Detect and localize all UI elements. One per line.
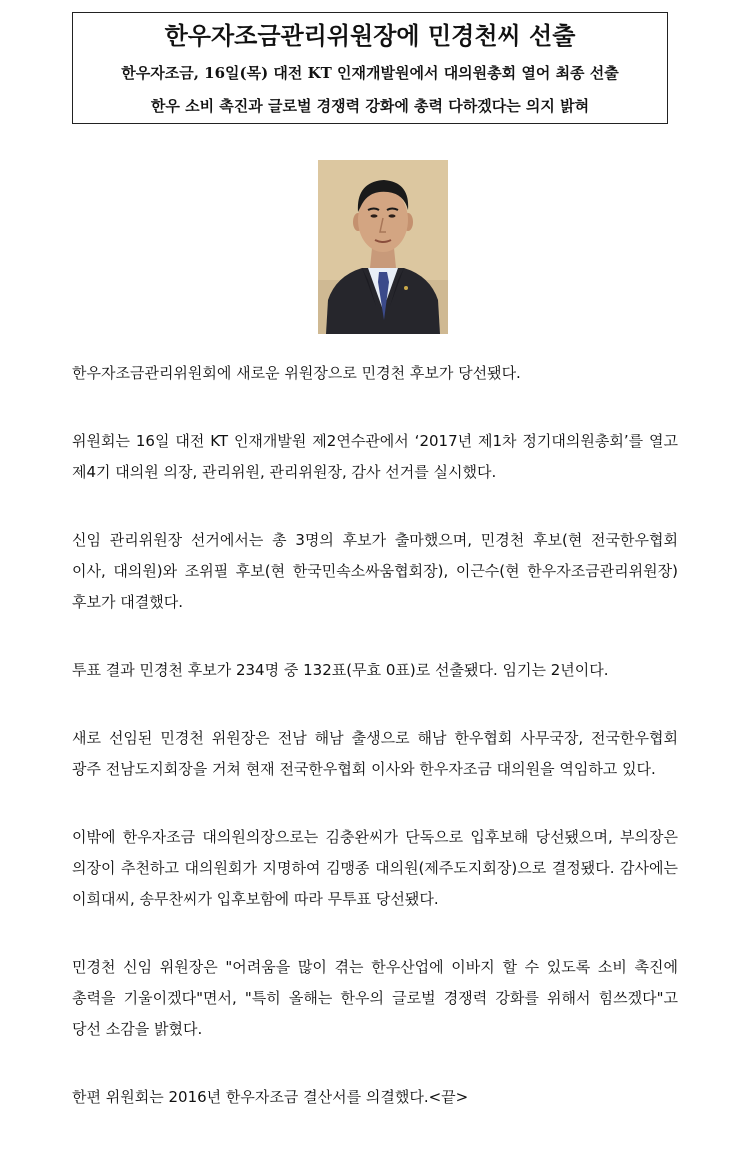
article-paragraph-3: 신임 관리위원장 선거에서는 총 3명의 후보가 출마했으며, 민경천 후보(현 전국한우협회 이사, 대의원)와 조위필 후보(현 한국민속소싸움협회장), 이근수(현 한우자조금관리위원장)후보가 대결했다.: [72, 531, 678, 611]
article-paragraph-8: 한편 위원회는 2016년 한우자조금 결산서를 의결했다.<끝>: [72, 1088, 469, 1106]
article-paragraph-5: 새로 선임된 민경천 위원장은 전남 해남 출생으로 해남 한우협회 사무국장, 전국한우협회 광주 전남도지회장을 거쳐 현재 전국한우협회 이사와 한우자조금 대의원을 역임하고 있다.: [72, 729, 678, 778]
article-paragraph-7: 민경천 신임 위원장은 "어려움을 많이 겪는 한우산업에 이바지 할 수 있도록 소비 촉진에 총력을 기울이겠다"면서, "특히 올해는 한우의 글로벌 경쟁력 강화를 위해서 힘쓰겠다"고 당선 소감을 밝혔다.: [72, 958, 678, 1038]
article-paragraph-2: 위원회는 16일 대전 KT 인재개발원 제2연수관에서 ‘2017년 제1차 정기대의원총회’를 열고 제4기 대의원 의장, 관리위원, 관리위원장, 감사 선거를 실시했다.: [72, 432, 678, 481]
headline-subtitle-1: 한우자조금, 16일(목) 대전 KT 인재개발원에서 대의원총회 열어 최종 선출: [121, 64, 619, 82]
article-paragraph-1: 한우자조금관리위원회에 새로운 위원장으로 민경천 후보가 당선됐다.: [72, 364, 521, 382]
headline-subtitle-2: 한우 소비 촉진과 글로벌 경쟁력 강화에 총력 다하겠다는 의지 밝혀: [150, 97, 590, 115]
headline-title: 한우자조금관리위원장에 민경천씨 선출: [164, 22, 576, 50]
article-body: [72, 358, 678, 1150]
portrait-photo: [318, 160, 448, 334]
article-paragraph-6: 이밖에 한우자조금 대의원의장으로는 김충완씨가 단독으로 입후보해 당선됐으며, 부의장은 의장이 추천하고 대의원회가 지명하여 김맹종 대의원(제주도지회장)으로 결정됐다. 감사에는 이희대씨, 송무찬씨가 입후보함에 따라 무투표 당선됐다.: [72, 828, 678, 908]
article-paragraph-4: 투표 결과 민경천 후보가 234명 중 132표(무효 0표)로 선출됐다. 임기는 2년이다.: [72, 661, 609, 679]
portrait-photo-icon: [318, 160, 448, 334]
headline-box: [72, 12, 668, 124]
